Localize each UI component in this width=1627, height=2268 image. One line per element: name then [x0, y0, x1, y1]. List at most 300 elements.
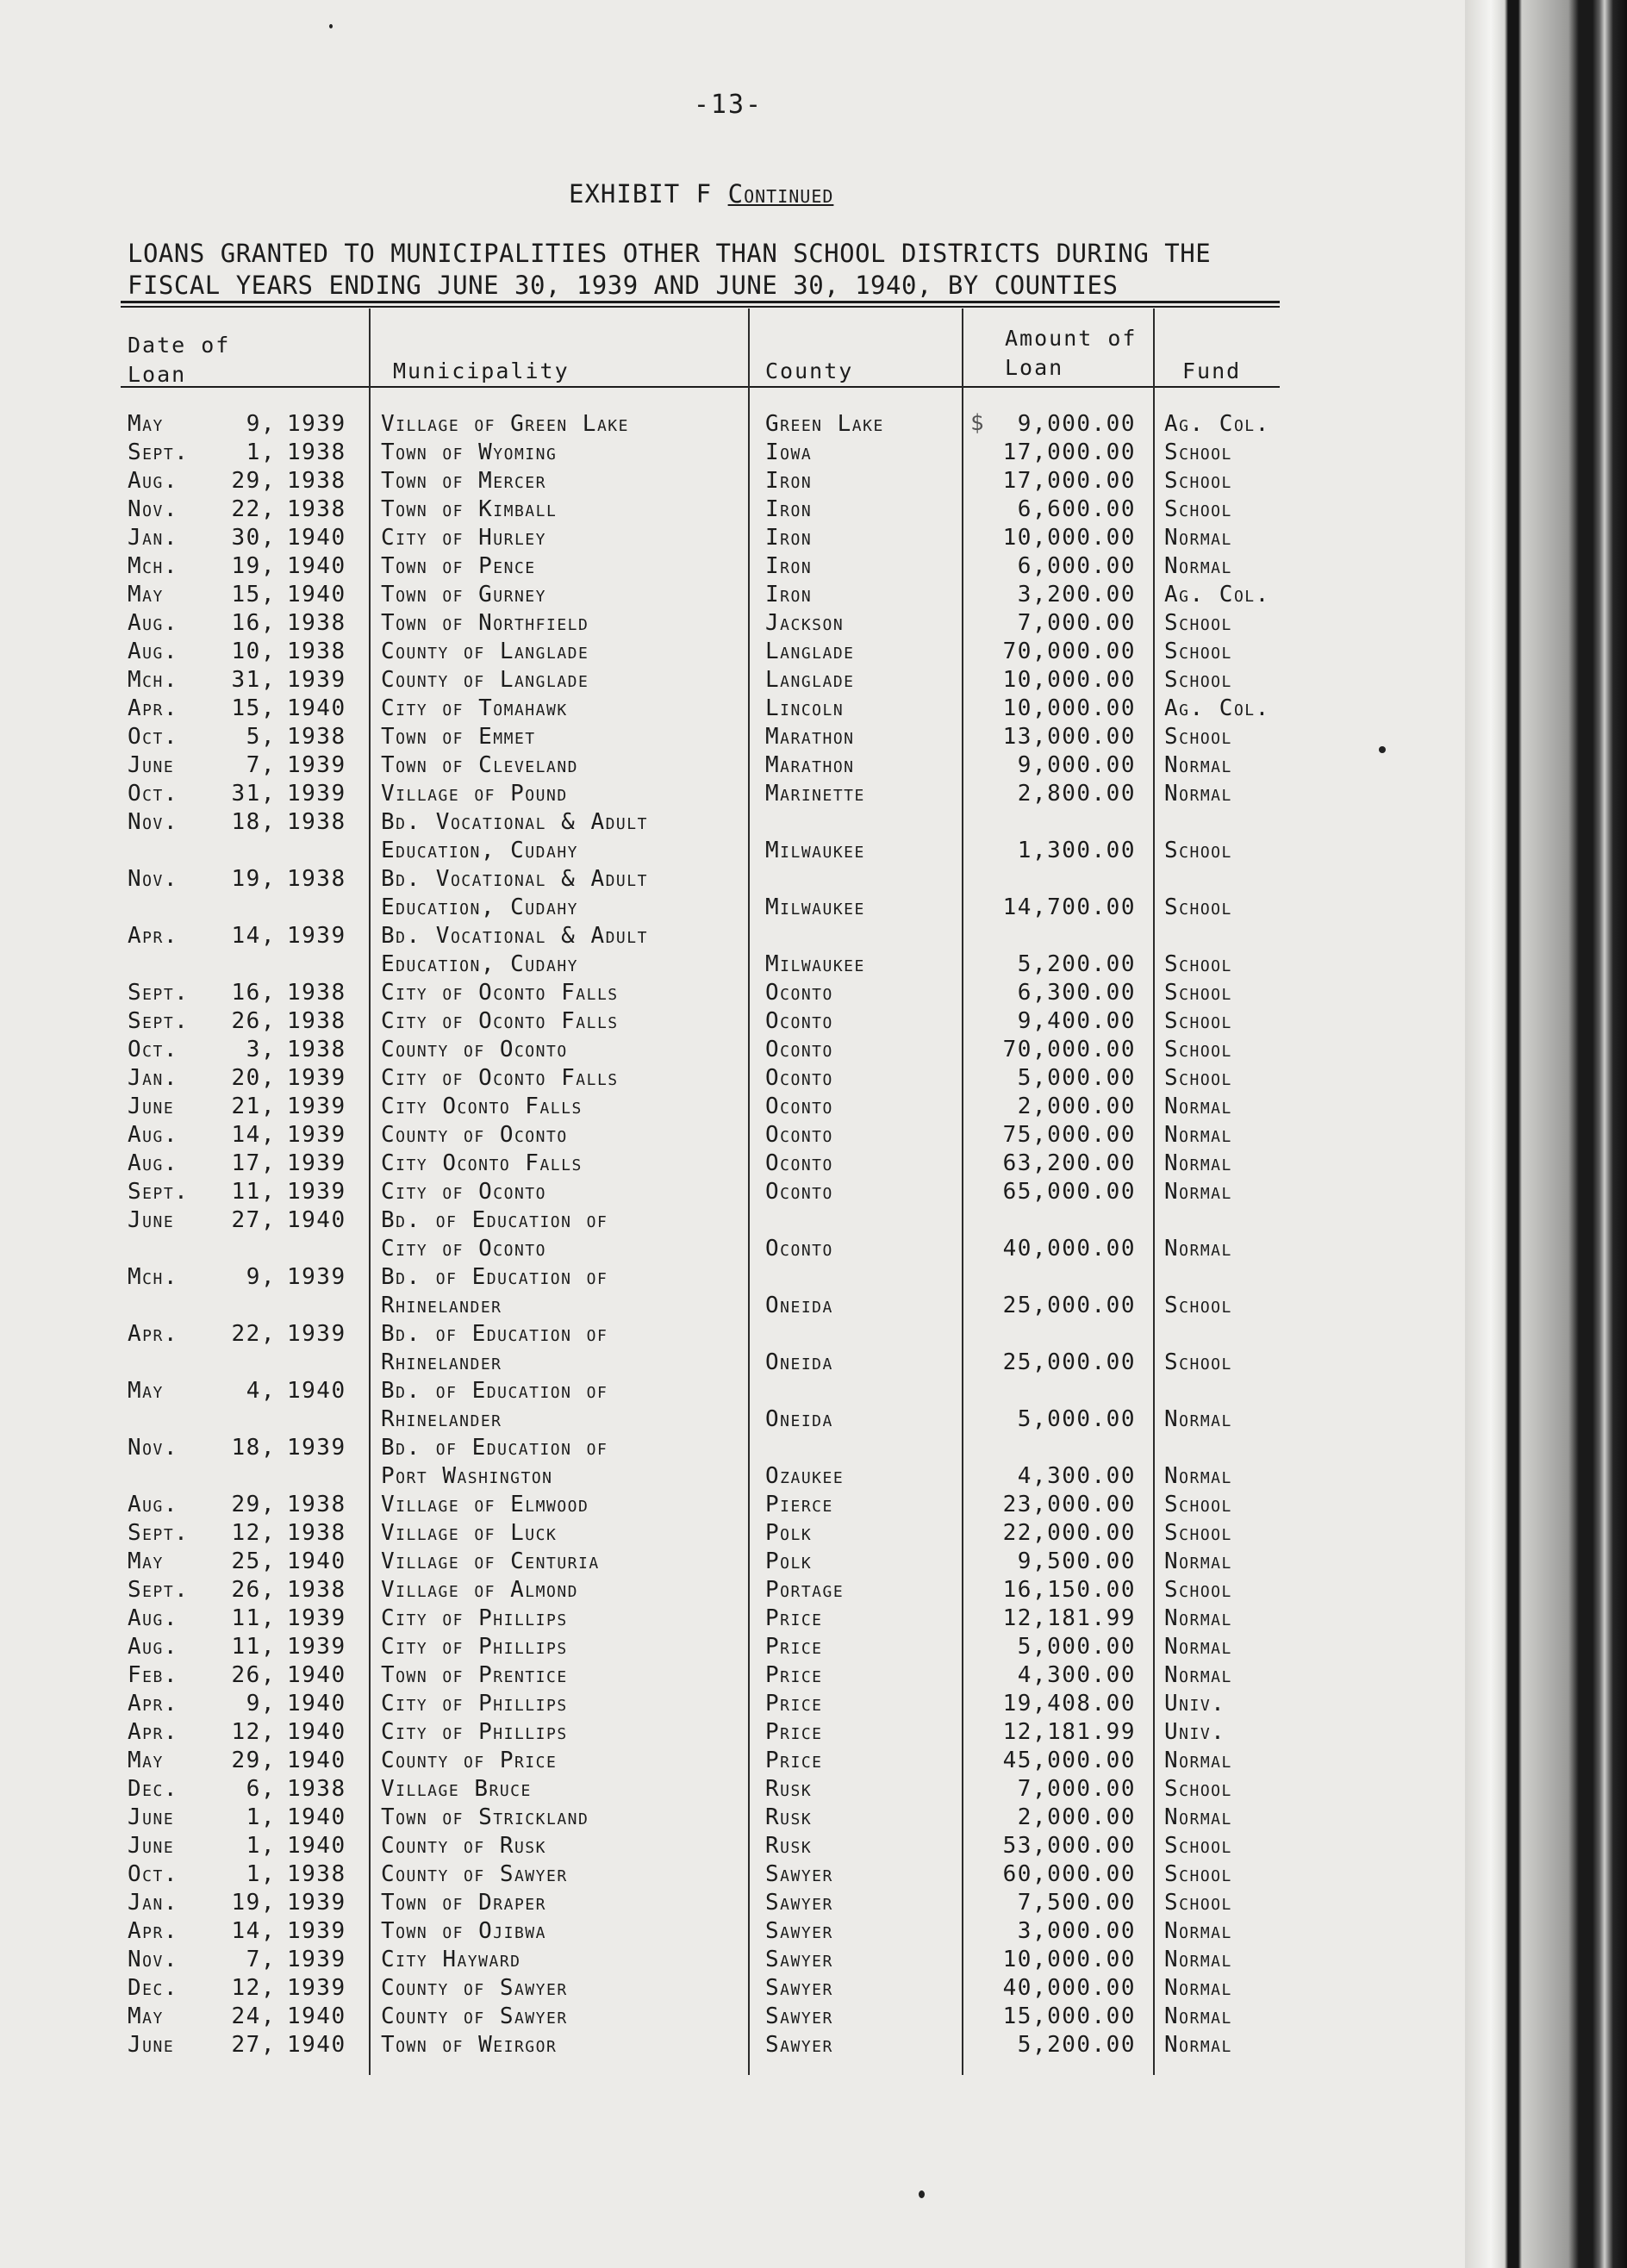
- loan-month: Sept.: [128, 1577, 190, 1603]
- amount-cell: 22,000.00: [1002, 1520, 1136, 1546]
- loan-year: 1939: [287, 1065, 346, 1091]
- fund-cell: Normal: [1164, 1150, 1232, 1176]
- table-row: [0, 1150, 1293, 1178]
- amount-cell: 10,000.00: [1002, 667, 1136, 693]
- fund-cell: Normal: [1164, 1094, 1232, 1119]
- loan-day: 14,: [231, 1122, 276, 1148]
- amount-cell: 12,181.99: [1002, 1719, 1136, 1745]
- amount-cell: 10,000.00: [1002, 1947, 1136, 1972]
- table-row: [0, 1946, 1293, 1974]
- loan-day: 19,: [231, 553, 276, 579]
- municipality-cell: Bd. of Education of: [381, 1378, 608, 1404]
- loan-month: Aug.: [128, 639, 178, 664]
- fund-cell: School: [1164, 439, 1232, 465]
- loan-month: Oct.: [128, 781, 178, 807]
- fund-cell: Normal: [1164, 2003, 1232, 2029]
- header-county: County: [765, 358, 854, 383]
- amount-cell: 60,000.00: [1002, 1861, 1136, 1887]
- amount-cell: 70,000.00: [1002, 1037, 1136, 1062]
- loan-day: 15,: [231, 582, 276, 608]
- amount-cell: 3,200.00: [1017, 582, 1136, 608]
- table-row: [0, 979, 1293, 1007]
- loan-day: 4,: [246, 1378, 276, 1404]
- header-rule: [121, 386, 1280, 388]
- loan-month: Aug.: [128, 610, 178, 636]
- loan-month: Oct.: [128, 1037, 178, 1062]
- loan-month: Aug.: [128, 1634, 178, 1660]
- municipality-cell: Village of Pound: [381, 781, 568, 807]
- loan-year: 1939: [287, 411, 346, 437]
- loan-month: Sept.: [128, 1179, 190, 1205]
- loan-month: Sept.: [128, 1008, 190, 1034]
- loan-day: 26,: [231, 1662, 276, 1688]
- fund-cell: School: [1164, 639, 1232, 664]
- municipality-cell: City of Oconto Falls: [381, 1008, 619, 1034]
- county-cell: Milwaukee: [765, 894, 865, 920]
- amount-cell: 4,300.00: [1017, 1662, 1136, 1688]
- county-cell: Lincoln: [765, 695, 845, 721]
- county-cell: Rusk: [765, 1804, 813, 1830]
- ink-speck: [329, 24, 333, 28]
- loan-month: May: [128, 2003, 164, 2029]
- loan-day: 1,: [246, 1804, 276, 1830]
- loan-month: Jan.: [128, 1890, 178, 1916]
- loan-year: 1938: [287, 1037, 346, 1062]
- dollar-sign: $: [970, 410, 984, 436]
- amount-cell: 9,400.00: [1017, 1008, 1136, 1034]
- county-cell: Oconto: [765, 980, 833, 1006]
- loan-year: 1938: [287, 724, 346, 750]
- amount-cell: 53,000.00: [1002, 1833, 1136, 1859]
- amount-cell: 10,000.00: [1002, 525, 1136, 551]
- fund-cell: School: [1164, 1065, 1232, 1091]
- ink-speck: [1379, 746, 1386, 753]
- loan-month: Aug.: [128, 468, 178, 494]
- book-spine-edge: [1465, 0, 1627, 2268]
- county-cell: Oconto: [765, 1037, 833, 1062]
- loan-day: 11,: [231, 1179, 276, 1205]
- amount-cell: 40,000.00: [1002, 1975, 1136, 2001]
- loan-year: 1938: [287, 1776, 346, 1802]
- municipality-cell: County of Langlade: [381, 639, 589, 664]
- municipality-cell: City of Phillips: [381, 1634, 568, 1660]
- fund-cell: Normal: [1164, 1179, 1232, 1205]
- loan-day: 19,: [231, 866, 276, 892]
- table-row: [0, 1434, 1293, 1491]
- heading-line-2: FISCAL YEARS ENDING JUNE 30, 1939 AND JUNE 30, 1940, BY COUNTIES: [128, 271, 1119, 300]
- county-cell: Marathon: [765, 724, 855, 750]
- table-row: [0, 2003, 1293, 2031]
- municipality-cell: Bd. of Education of: [381, 1264, 608, 1290]
- county-cell: Sawyer: [765, 1947, 833, 1972]
- municipality-cell-continued: City of Oconto: [381, 1236, 546, 1262]
- loan-month: Apr.: [128, 923, 178, 949]
- loan-month: Apr.: [128, 1719, 178, 1745]
- table-row: [0, 695, 1293, 723]
- municipality-cell: Town of Cleveland: [381, 752, 578, 778]
- loan-year: 1939: [287, 1605, 346, 1631]
- loan-month: June: [128, 1833, 175, 1859]
- fund-cell: Normal: [1164, 1918, 1232, 1944]
- loan-day: 18,: [231, 809, 276, 835]
- amount-cell: 5,200.00: [1017, 2032, 1136, 2058]
- amount-cell: 9,500.00: [1017, 1548, 1136, 1574]
- loan-day: 12,: [231, 1719, 276, 1745]
- loan-month: June: [128, 752, 175, 778]
- county-cell: Portage: [765, 1577, 845, 1603]
- municipality-cell: Town of Mercer: [381, 468, 546, 494]
- loan-day: 17,: [231, 1150, 276, 1176]
- municipality-cell: Town of Draper: [381, 1890, 546, 1916]
- fund-cell: Ag. Col.: [1164, 411, 1270, 437]
- table-row: [0, 1178, 1293, 1206]
- loan-day: 16,: [231, 610, 276, 636]
- fund-cell: Normal: [1164, 1662, 1232, 1688]
- loan-year: 1940: [287, 1833, 346, 1859]
- municipality-cell: County of Price: [381, 1748, 558, 1773]
- municipality-cell: Bd. of Education of: [381, 1207, 608, 1233]
- loan-table-body: [0, 410, 1293, 2059]
- loan-month: Nov.: [128, 809, 178, 835]
- amount-cell: 7,000.00: [1017, 1776, 1136, 1802]
- loan-month: Sept.: [128, 980, 190, 1006]
- amount-cell: 7,500.00: [1017, 1890, 1136, 1916]
- loan-day: 29,: [231, 1748, 276, 1773]
- fund-cell: School: [1164, 724, 1232, 750]
- county-cell: Sawyer: [765, 1918, 833, 1944]
- table-row: [0, 1974, 1293, 2003]
- municipality-cell: Town of Pence: [381, 553, 536, 579]
- county-cell: Oconto: [765, 1008, 833, 1034]
- amount-cell: 6,600.00: [1017, 496, 1136, 522]
- fund-cell: School: [1164, 610, 1232, 636]
- ink-speck: [919, 2190, 925, 2198]
- amount-cell: 12,181.99: [1002, 1605, 1136, 1631]
- loan-day: 3,: [246, 1037, 276, 1062]
- table-row: [0, 808, 1293, 865]
- loan-year: 1940: [287, 1804, 346, 1830]
- county-cell: Sawyer: [765, 1890, 833, 1916]
- fund-cell: School: [1164, 951, 1232, 977]
- loan-month: Apr.: [128, 1918, 178, 1944]
- fund-cell: School: [1164, 894, 1232, 920]
- county-cell: Marinette: [765, 781, 865, 807]
- loan-year: 1938: [287, 496, 346, 522]
- municipality-cell: Town of Northfield: [381, 610, 589, 636]
- table-row: [0, 1491, 1293, 1519]
- loan-year: 1940: [287, 553, 346, 579]
- amount-cell: 2,000.00: [1017, 1804, 1136, 1830]
- municipality-cell: Village Bruce: [381, 1776, 532, 1802]
- amount-cell: 7,000.00: [1017, 610, 1136, 636]
- county-cell: Iron: [765, 468, 813, 494]
- fund-cell: Normal: [1164, 1804, 1232, 1830]
- loan-month: Dec.: [128, 1776, 178, 1802]
- loan-year: 1940: [287, 695, 346, 721]
- loan-year: 1940: [287, 2003, 346, 2029]
- loan-month: Jan.: [128, 525, 178, 551]
- header-amount-line-2: Loan: [1005, 355, 1064, 380]
- table-row: [0, 1775, 1293, 1804]
- amount-cell: 4,300.00: [1017, 1463, 1136, 1489]
- loan-year: 1940: [287, 2032, 346, 2058]
- fund-cell: Normal: [1164, 1605, 1232, 1631]
- header-date: [128, 331, 230, 389]
- amount-cell: 16,150.00: [1002, 1577, 1136, 1603]
- municipality-cell: Town of Prentice: [381, 1662, 568, 1688]
- loan-day: 22,: [231, 1321, 276, 1347]
- loan-day: 24,: [231, 2003, 276, 2029]
- table-row: [0, 1576, 1293, 1604]
- loan-year: 1940: [287, 1378, 346, 1404]
- loan-day: 6,: [246, 1776, 276, 1802]
- municipality-cell: County of Oconto: [381, 1037, 568, 1062]
- loan-month: Oct.: [128, 1861, 178, 1887]
- loan-month: May: [128, 582, 164, 608]
- loan-day: 26,: [231, 1008, 276, 1034]
- loan-day: 26,: [231, 1577, 276, 1603]
- county-cell: Oconto: [765, 1236, 833, 1262]
- loan-day: 19,: [231, 1890, 276, 1916]
- municipality-cell: County of Sawyer: [381, 1975, 568, 2001]
- loan-day: 9,: [246, 411, 276, 437]
- county-cell: Iron: [765, 496, 813, 522]
- loan-month: Aug.: [128, 1492, 178, 1517]
- amount-cell: 3,000.00: [1017, 1918, 1136, 1944]
- table-row: [0, 1690, 1293, 1718]
- amount-cell: 9,000.00: [1017, 752, 1136, 778]
- fund-cell: Normal: [1164, 1975, 1232, 2001]
- loan-month: May: [128, 1378, 164, 1404]
- table-row: [0, 1860, 1293, 1889]
- county-cell: Oconto: [765, 1179, 833, 1205]
- loan-year: 1938: [287, 1520, 346, 1546]
- fund-cell: School: [1164, 980, 1232, 1006]
- county-cell: Price: [765, 1691, 823, 1717]
- loan-day: 27,: [231, 1207, 276, 1233]
- table-row: [0, 1633, 1293, 1661]
- loan-year: 1938: [287, 1008, 346, 1034]
- fund-cell: Normal: [1164, 1634, 1232, 1660]
- table-row: [0, 1377, 1293, 1434]
- table-row: [0, 552, 1293, 581]
- table-row: [0, 1889, 1293, 1917]
- table-row: [0, 1007, 1293, 1036]
- county-cell: Iron: [765, 553, 813, 579]
- municipality-cell: County of Sawyer: [381, 1861, 568, 1887]
- loan-day: 31,: [231, 781, 276, 807]
- loan-year: 1939: [287, 923, 346, 949]
- county-cell: Oconto: [765, 1150, 833, 1176]
- loan-year: 1938: [287, 639, 346, 664]
- loan-year: 1939: [287, 1150, 346, 1176]
- fund-cell: Ag. Col.: [1164, 695, 1270, 721]
- fund-cell: Normal: [1164, 1548, 1232, 1574]
- municipality-cell-continued: Rhinelander: [381, 1406, 502, 1432]
- loan-year: 1939: [287, 1094, 346, 1119]
- municipality-cell: County of Oconto: [381, 1122, 568, 1148]
- municipality-cell: Town of Kimball: [381, 496, 558, 522]
- municipality-cell: Bd. Vocational & Adult: [381, 866, 648, 892]
- loan-year: 1939: [287, 1435, 346, 1461]
- loan-year: 1938: [287, 1577, 346, 1603]
- county-cell: Oneida: [765, 1349, 833, 1375]
- amount-cell: 2,000.00: [1017, 1094, 1136, 1119]
- loan-month: Sept.: [128, 439, 190, 465]
- amount-cell: 65,000.00: [1002, 1179, 1136, 1205]
- county-cell: Green Lake: [765, 411, 884, 437]
- loan-year: 1939: [287, 1122, 346, 1148]
- fund-cell: Normal: [1164, 2032, 1232, 2058]
- table-row: [0, 410, 1293, 439]
- loan-day: 1,: [246, 1833, 276, 1859]
- amount-cell: 6,300.00: [1017, 980, 1136, 1006]
- loan-year: 1939: [287, 1947, 346, 1972]
- municipality-cell: County of Sawyer: [381, 2003, 568, 2029]
- loan-year: 1939: [287, 1890, 346, 1916]
- municipality-cell: City of Phillips: [381, 1691, 568, 1717]
- loan-month: Nov.: [128, 1435, 178, 1461]
- fund-cell: School: [1164, 1776, 1232, 1802]
- table-row: [0, 865, 1293, 922]
- amount-cell: 23,000.00: [1002, 1492, 1136, 1517]
- loan-month: Nov.: [128, 496, 178, 522]
- county-cell: Jackson: [765, 610, 845, 636]
- loan-month: Dec.: [128, 1975, 178, 2001]
- municipality-cell: Bd. Vocational & Adult: [381, 923, 648, 949]
- fund-cell: Normal: [1164, 525, 1232, 551]
- loan-day: 12,: [231, 1520, 276, 1546]
- amount-cell: 15,000.00: [1002, 2003, 1136, 2029]
- county-cell: Milwaukee: [765, 951, 865, 977]
- table-row: [0, 1121, 1293, 1150]
- municipality-cell: Town of Emmet: [381, 724, 536, 750]
- table-heading: [128, 238, 1334, 302]
- municipality-cell: Village of Centuria: [381, 1548, 600, 1574]
- loan-year: 1939: [287, 667, 346, 693]
- amount-cell: 17,000.00: [1002, 439, 1136, 465]
- county-cell: Iron: [765, 525, 813, 551]
- municipality-cell-continued: Port Washington: [381, 1463, 553, 1489]
- fund-cell: School: [1164, 1349, 1232, 1375]
- loan-month: Apr.: [128, 695, 178, 721]
- amount-cell: 63,200.00: [1002, 1150, 1136, 1176]
- municipality-cell-continued: Education, Cudahy: [381, 838, 578, 863]
- loan-month: Aug.: [128, 1150, 178, 1176]
- loan-year: 1940: [287, 1662, 346, 1688]
- loan-day: 11,: [231, 1634, 276, 1660]
- loan-day: 7,: [246, 752, 276, 778]
- municipality-cell: City of Oconto: [381, 1179, 546, 1205]
- county-cell: Rusk: [765, 1833, 813, 1859]
- loan-year: 1938: [287, 866, 346, 892]
- loan-month: Apr.: [128, 1691, 178, 1717]
- county-cell: Oneida: [765, 1406, 833, 1432]
- table-row: [0, 638, 1293, 666]
- fund-cell: School: [1164, 1037, 1232, 1062]
- heading-line-1: LOANS GRANTED TO MUNICIPALITIES OTHER THAN SCHOOL DISTRICTS DURING THE: [128, 239, 1212, 268]
- loan-month: Nov.: [128, 866, 178, 892]
- county-cell: Sawyer: [765, 1975, 833, 2001]
- municipality-cell: City of Phillips: [381, 1605, 568, 1631]
- municipality-cell: Town of Wyoming: [381, 439, 558, 465]
- county-cell: Sawyer: [765, 2032, 833, 2058]
- fund-cell: School: [1164, 838, 1232, 863]
- table-row: [0, 1206, 1293, 1263]
- loan-month: May: [128, 1748, 164, 1773]
- county-cell: Oconto: [765, 1094, 833, 1119]
- page-number: -13-: [693, 90, 764, 120]
- municipality-cell-continued: Education, Cudahy: [381, 894, 578, 920]
- loan-day: 27,: [231, 2032, 276, 2058]
- table-row: [0, 751, 1293, 780]
- amount-cell: 9,000.00: [1017, 411, 1136, 437]
- loan-day: 29,: [231, 1492, 276, 1517]
- loan-day: 9,: [246, 1691, 276, 1717]
- loan-month: May: [128, 1548, 164, 1574]
- amount-cell: 1,300.00: [1017, 838, 1136, 863]
- loan-day: 18,: [231, 1435, 276, 1461]
- table-row: [0, 2031, 1293, 2059]
- loan-month: Aug.: [128, 1605, 178, 1631]
- fund-cell: Ag. Col.: [1164, 582, 1270, 608]
- amount-cell: 70,000.00: [1002, 639, 1136, 664]
- table-row: [0, 439, 1293, 467]
- fund-cell: School: [1164, 1833, 1232, 1859]
- county-cell: Price: [765, 1662, 823, 1688]
- header-date-line-2: Loan: [128, 362, 187, 387]
- municipality-cell: City of Oconto Falls: [381, 980, 619, 1006]
- loan-year: 1939: [287, 752, 346, 778]
- municipality-cell-continued: Rhinelander: [381, 1293, 502, 1318]
- table-row: [0, 1718, 1293, 1747]
- county-cell: Iron: [765, 582, 813, 608]
- amount-cell: 45,000.00: [1002, 1748, 1136, 1773]
- amount-cell: 14,700.00: [1002, 894, 1136, 920]
- municipality-cell: City of Oconto Falls: [381, 1065, 619, 1091]
- fund-cell: School: [1164, 468, 1232, 494]
- top-rule: [121, 301, 1280, 303]
- loan-month: Mch.: [128, 1264, 178, 1290]
- municipality-cell: County of Langlade: [381, 667, 589, 693]
- loan-month: Aug.: [128, 1122, 178, 1148]
- county-cell: Langlade: [765, 639, 855, 664]
- fund-cell: School: [1164, 1008, 1232, 1034]
- exhibit-label: EXHIBIT F: [569, 179, 713, 209]
- loan-year: 1938: [287, 980, 346, 1006]
- amount-cell: 13,000.00: [1002, 724, 1136, 750]
- loan-day: 31,: [231, 667, 276, 693]
- loan-day: 10,: [231, 639, 276, 664]
- municipality-cell: Village of Almond: [381, 1577, 578, 1603]
- fund-cell: Normal: [1164, 1947, 1232, 1972]
- county-cell: Sawyer: [765, 2003, 833, 2029]
- loan-month: Sept.: [128, 1520, 190, 1546]
- table-row: [0, 1804, 1293, 1832]
- fund-cell: School: [1164, 1293, 1232, 1318]
- amount-cell: 75,000.00: [1002, 1122, 1136, 1148]
- fund-cell: Univ.: [1164, 1719, 1226, 1745]
- county-cell: Polk: [765, 1520, 813, 1546]
- table-row: [0, 723, 1293, 751]
- county-cell: Pierce: [765, 1492, 833, 1517]
- fund-cell: Normal: [1164, 1463, 1232, 1489]
- county-cell: Milwaukee: [765, 838, 865, 863]
- table-row: [0, 609, 1293, 638]
- loan-day: 29,: [231, 468, 276, 494]
- county-cell: Oconto: [765, 1122, 833, 1148]
- county-cell: Marathon: [765, 752, 855, 778]
